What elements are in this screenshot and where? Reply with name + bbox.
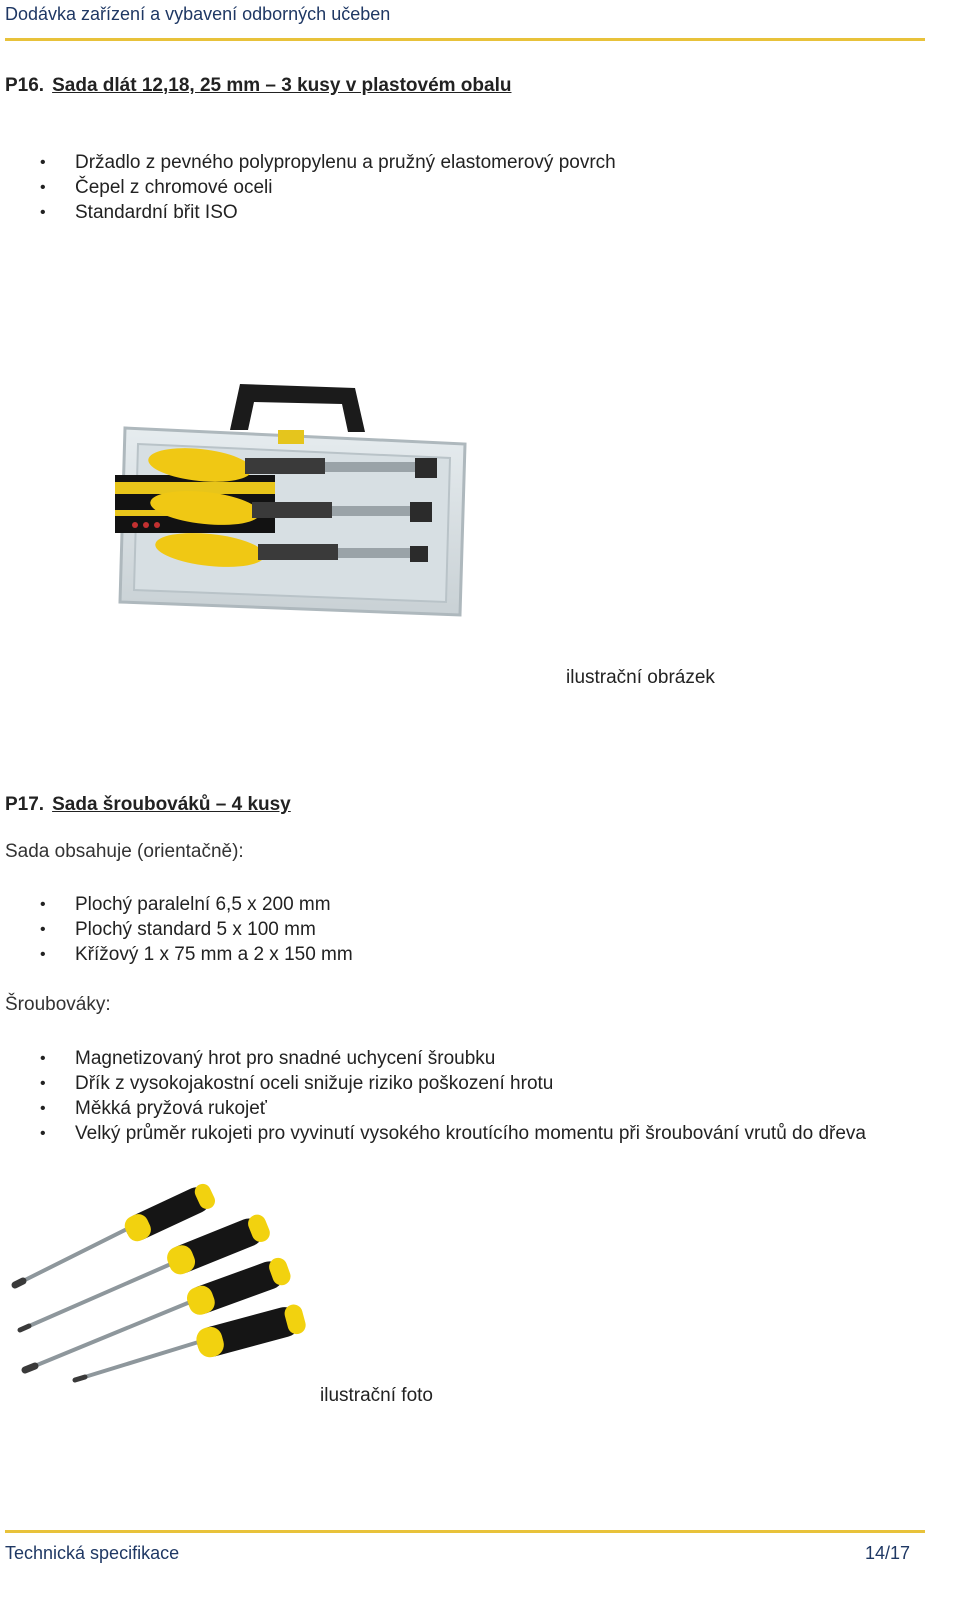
list-item: • Plochý paralelní 6,5 x 200 mm (0, 892, 900, 917)
section-heading-p16 (5, 75, 511, 97)
footer-title: Technická specifikace (5, 1543, 180, 1563)
list-item: • Měkká pryžová rukojeť (0, 1096, 930, 1121)
list-item: • Čepel z chromové oceli (0, 175, 900, 200)
list-item: • Držadlo z pevného polypropylenu a pružný elastomerový povrch (0, 150, 900, 175)
p17-feature-list (0, 1046, 930, 1146)
section-title: Sada dlát 12,18, 25 mm – 3 kusy v plastovém obalu (52, 75, 512, 96)
document-header-title: Dodávka zařízení a vybavení odborných učeben (5, 4, 391, 24)
set-contents-label: Sada obsahuje (orientačně): (5, 841, 244, 862)
page-number: 14/17 (865, 1543, 911, 1563)
header-divider (5, 38, 925, 41)
list-item: • Velký průměr rukojeti pro vyvinutí vysokého kroutícího momentu při šroubování vrutů do dřeva (0, 1121, 930, 1146)
list-item: • Standardní břit ISO (0, 200, 900, 225)
section-number: P16. (5, 75, 45, 96)
p16-feature-list (0, 150, 900, 225)
screwdriver-set-image (5, 1180, 325, 1390)
list-item: • Magnetizovaný hrot pro snadné uchycení šroubku (0, 1046, 930, 1071)
chisel-set-image (90, 370, 490, 650)
list-item: • Plochý standard 5 x 100 mm (0, 917, 900, 942)
screwdrivers-subheading: Šroubováky: (5, 994, 111, 1015)
list-item: • Dřík z vysokojakostní oceli snižuje riziko poškození hrotu (0, 1071, 930, 1096)
section-number: P17. (5, 794, 45, 815)
section-heading-p17 (5, 794, 291, 816)
image-caption: ilustrační obrázek (566, 667, 715, 688)
image-caption: ilustrační foto (320, 1385, 433, 1406)
p17-contents-list (0, 892, 900, 967)
section-title: Sada šroubováků – 4 kusy (52, 794, 291, 815)
list-item: • Křížový 1 x 75 mm a 2 x 150 mm (0, 942, 900, 967)
footer-divider (5, 1530, 925, 1533)
